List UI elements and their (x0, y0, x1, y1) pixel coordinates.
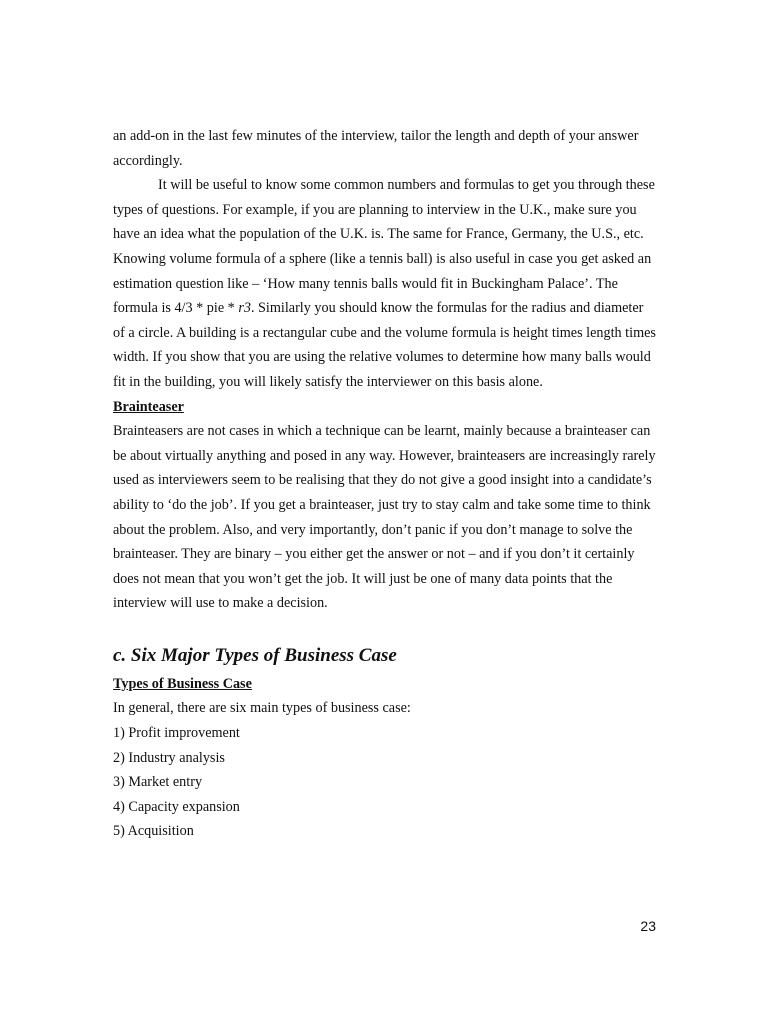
paragraph-formulas-part1: It will be useful to know some common numbers and formulas to get you through these types of questions. For example, if you are planning to interview in the U.K., make sure you have an idea what the population of the U.K. is. The same for France, Germany, the U.S., etc. Knowing volume formula of a sphere (like a tennis ball) is also useful in case you get asked an estimation question like – ‘How many tennis balls would fit in Buckingham Palace’. The formula is 4/3 * pie * (113, 177, 655, 317)
list-item-market-entry: 3) Market entry (113, 774, 203, 791)
business-case-subheading: Types of Business Case (113, 675, 252, 692)
business-case-intro: In general, there are six main types of business case: (113, 700, 411, 717)
sphere-formula-term: r3 (238, 300, 251, 317)
paragraph-answer-length: an add-on in the last few minutes of the interview, tailor the length and depth of your answer accordingly. (113, 128, 639, 169)
page-content (113, 124, 658, 844)
brainteaser-heading: Brainteaser (113, 398, 184, 415)
list-item-industry-analysis: 2) Industry analysis (113, 749, 225, 766)
paragraph-formulas-part2: . Similarly you should know the formulas for the radius and diameter of a circle. A building is a rectangular cube and the volume formula is height times length times width. If you show that you are using the relative volumes to determine how many balls would fit in the building, you will likely satisfy the interviewer on this basis alone. (113, 300, 656, 390)
section-title: c. Six Major Types of Business Case (113, 644, 397, 666)
list-item-acquisition: 5) Acquisition (113, 823, 194, 840)
list-item-capacity-expansion: 4) Capacity expansion (113, 798, 240, 815)
page-number: 23 (640, 918, 656, 934)
brainteaser-paragraph: Brainteasers are not cases in which a technique can be learnt, mainly because a brainteaser can be about virtually anything and posed in any way. However, brainteasers are increasingly rarely used as interviewers seem to be realising that they do not give a good insight into a candidate’s ability to ‘do the job’. If you get a brainteaser, just try to stay calm and take some time to think about the problem. Also, and very importantly, don’t panic if you don’t manage to solve the brainteaser. They are binary – you either get the answer or not – and if you don’t it certainly does not mean that you won’t get the job. It will just be one of many data points that the interview will use to make a decision. (113, 423, 656, 612)
list-item-profit-improvement: 1) Profit improvement (113, 725, 240, 742)
paragraph-formulas (113, 173, 658, 394)
